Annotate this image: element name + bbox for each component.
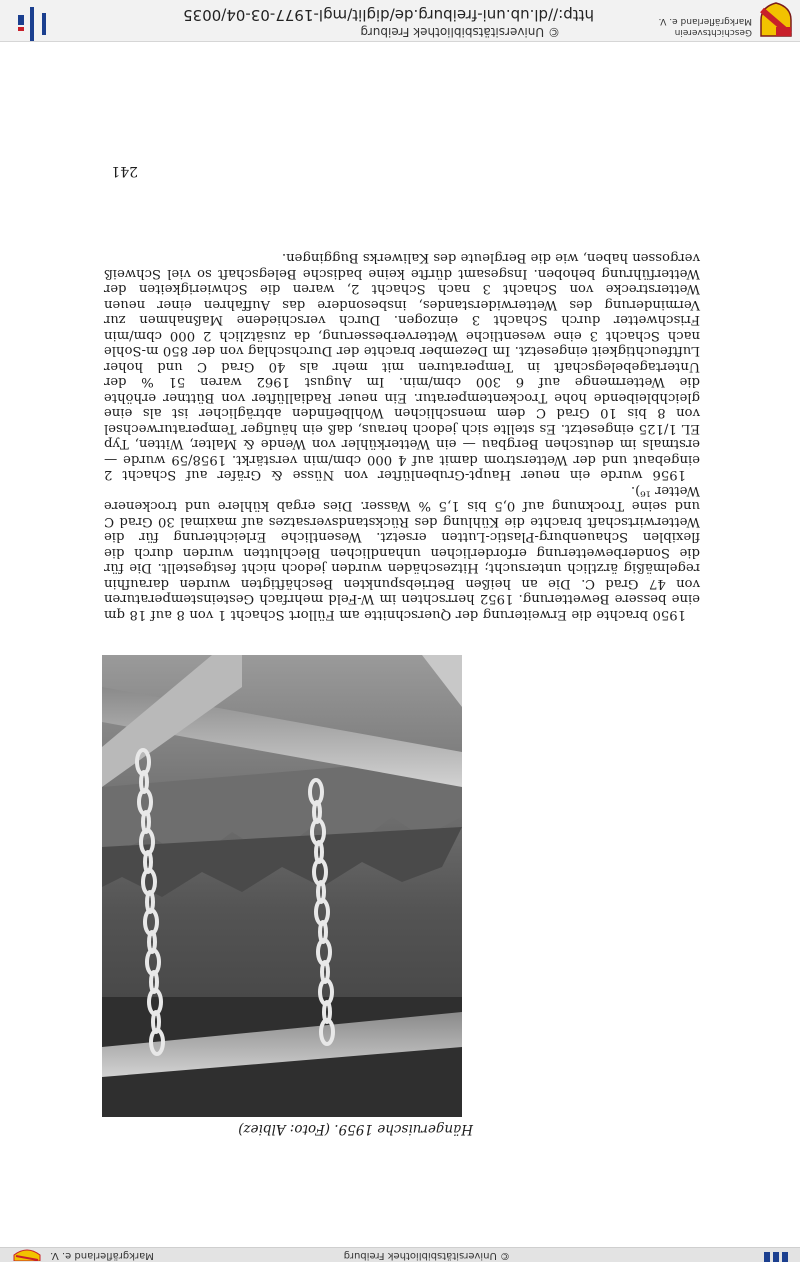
header-society-name: Markgräflerland e. V.: [50, 1250, 154, 1261]
article-body: [104, 250, 700, 622]
society-wappen-icon: [10, 1248, 44, 1261]
paragraph-1: 1950 brachte die Erweiterung der Querschnitte am Füllort Schacht 1 von 8 auf 18 qm eine bessere Bewetterung. 1952 herrschten im W-Feld mehrfach Gesteinstemperaturen von 47 Grad C. Die an heißen Betriebspunkten Beschäftigten wurden daraufhin regelmäßig ärztlich untersucht; Hitzeschäden wurden jedoch nicht festgestellt. Die für die Sonderbewetterung erforderlichen unhandlichen Blechlutten wurden durch die flexiblen Schauenburg-Plastic-Lutten ersetzt. Wesentliche Erleichterung für die Wetterwirtschaft brachte die Kühlung des Rückstandsversatzes auf maximal 30 Grad C und seine Trocknung auf 0,5 bis 1,5 % Wasser. Dies ergab kühlere und trockenere Wetter ¹⁶).: [104, 483, 700, 622]
header-library-credit: © Universitätsbibliothek Freiburg: [343, 1250, 510, 1261]
hanging-chains-image: [102, 655, 462, 1117]
society-wappen-icon: [758, 2, 794, 38]
mine-photograph: [102, 655, 462, 1117]
permalink-url[interactable]: http://dl.ub.uni-freiburg.de/diglit/mgl-1977-03-04/0035: [183, 6, 594, 24]
viewer-header-bar: [0, 1247, 800, 1262]
library-logo-icon: [762, 1248, 790, 1262]
society-name: [659, 15, 752, 37]
viewer-footer-bar: [0, 0, 800, 42]
photo-caption: Hängeruische 1959. (Foto: Albiez): [238, 1121, 473, 1137]
paragraph-2: 1956 wurde ein neuer Haupt-Grubenlüfter von Nüsse & Gräfer auf Schacht 2 eingebaut und der Wetterstrom damit auf 4 000 cbm/min verstärkt. 1958/59 wurde — erstmals im deutschen Bergbau — ein Wetterkühler von Wende & Malter, Witten, Typ EL 1/125 eingesetzt. Es stellte sich jedoch heraus, daß ein häufiger Temperaturwechsel von 8 bis 10 Grad C dem menschlichen Wohlbefinden abträglicher ist als eine gleichbleibende hohe Trockentemperatur. Ein neuer Radiallüfter von Büttner erhöhte die Wettermenge auf 6 300 cbm/min. Im August 1962 waren 51 % der Untertagebelegschaft in Temperaturen mit mehr als 40 Grad C und hoher Luftfeuchtigkeit eingesetzt. Im Dezember brachte der Durchschlag von der 850 m-Sohle nach Schacht 3 eine wesentliche Wetterverbesserung, da zusätzlich 2 000 cbm/min Frischwetter durch Schacht 3 einzogen. Durch verschiedene Maßnahmen zur Verminderung des Wetterwiderstandes, insbesondere das Auffahren einer neuen Wetterstrecke von Schacht 3 nach Schacht 2, waren die Schwierigkeiten der Wetterführung behoben. Insgesamt dürfte keine badische Belegschaft so viel Schweiß vergossen haben, wie die Bergleute des Kaliwerks Buggingen.: [104, 250, 700, 483]
library-logo-icon: [12, 7, 52, 41]
society-name-line-1: Geschichtsverein: [674, 27, 752, 37]
society-name-line-2: Markgräflerland e. V.: [658, 16, 752, 26]
footer-library-credit: © Universitätsbibliothek Freiburg: [360, 25, 560, 39]
page-number: 241: [111, 163, 138, 179]
